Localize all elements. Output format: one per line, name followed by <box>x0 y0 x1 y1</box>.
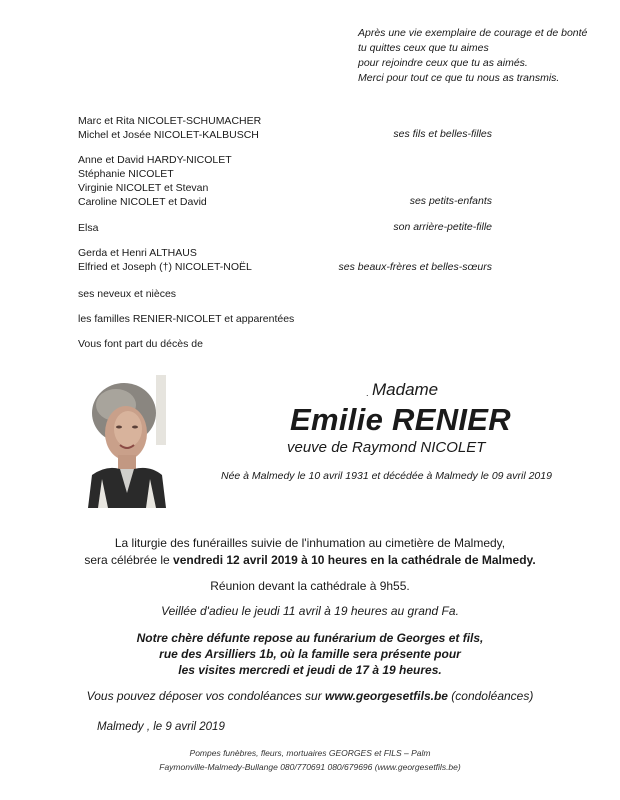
family-name: Caroline NICOLET et David <box>78 196 207 208</box>
family-name: Virginie NICOLET et Stevan <box>78 182 209 194</box>
widow-of: veuve de Raymond NICOLET <box>287 439 486 456</box>
veillee: Veillée d'adieu le jeudi 11 avril à 19 heures au grand Fa. <box>161 604 459 618</box>
footer-line2: Faymonville-Malmedy-Bullange 080/770691 080/679696 (www.georgesetfils.be) <box>159 762 461 772</box>
poem-line: tu quittes ceux que tu aimes <box>358 42 489 54</box>
condolences <box>0 689 620 703</box>
deceased-title: Madame <box>372 380 439 399</box>
deceased-name: Emilie RENIER <box>290 402 511 437</box>
ceremony-line2-bold: vendredi 12 avril 2019 à 10 heures en la cathédrale de Malmedy. <box>173 553 536 567</box>
footer <box>0 746 620 774</box>
condolences-website[interactable]: www.georgesetfils.be <box>325 689 448 703</box>
condolences-suffix: (condoléances) <box>447 689 534 703</box>
family-sons <box>78 114 261 142</box>
title-dot: . <box>366 388 369 398</box>
family-grandchildren <box>78 153 232 209</box>
poem <box>358 26 608 86</box>
repose-line2: rue des Arsilliers 1b, où la famille sera présente pour <box>159 647 461 661</box>
family-name: Marc et Rita NICOLET-SCHUMACHER <box>78 115 262 127</box>
family-in-laws <box>78 246 252 274</box>
place-date: Malmedy , le 9 avril 2019 <box>97 721 225 733</box>
reunion: Réunion devant la cathédrale à 9h55. <box>210 579 410 593</box>
family-great-grandchild: Elsa <box>78 222 99 234</box>
born-died: Née à Malmedy le 10 avril 1931 et décédée à Malmedy le 09 avril 2019 <box>221 470 552 482</box>
ceremony-line1: La liturgie des funérailles suivie de l'inhumation au cimetière de Malmedy, <box>114 536 506 550</box>
relation-sons: ses fils et belles-filles <box>393 128 492 140</box>
deceased-photo <box>86 375 166 508</box>
family-families: les familles RENIER-NICOLET et apparentées <box>78 313 295 325</box>
relation-grandchildren: ses petits-enfants <box>409 195 492 207</box>
announce-text: Vous font part du décès de <box>78 338 203 350</box>
poem-line: Merci pour tout ce que tu nous as transmis. <box>358 72 560 84</box>
family-nephews: ses neveux et nièces <box>78 288 177 300</box>
family-name: Gerda et Henri ALTHAUS <box>78 247 197 259</box>
family-name: Elfried et Joseph (†) NICOLET-NOËL <box>78 261 252 273</box>
repose-line3: les visites mercredi et jeudi de 17 à 19 heures. <box>178 663 442 677</box>
family-name: Stéphanie NICOLET <box>78 168 174 180</box>
family-name: Anne et David HARDY-NICOLET <box>78 154 232 166</box>
portrait-image <box>86 375 166 508</box>
poem-line: Après une vie exemplaire de courage et de bonté <box>358 27 588 39</box>
condolences-prefix: Vous pouvez déposer vos condoléances sur <box>86 689 326 703</box>
repose-line1: Notre chère défunte repose au funérarium de Georges et fils, <box>136 631 484 645</box>
poem-line: pour rejoindre ceux que tu as aimés. <box>358 57 528 69</box>
family-name: Michel et Josée NICOLET-KALBUSCH <box>78 129 259 141</box>
footer-line1: Pompes funèbres, fleurs, mortuaires GEORGES et FILS – Palm <box>189 748 431 758</box>
relation-great-grandchild: son arrière-petite-fille <box>393 221 492 233</box>
ceremony-line2-prefix: sera célébrée le <box>84 553 174 567</box>
relation-in-laws: ses beaux-frères et belles-sœurs <box>338 261 492 273</box>
ceremony-line2 <box>0 553 620 567</box>
